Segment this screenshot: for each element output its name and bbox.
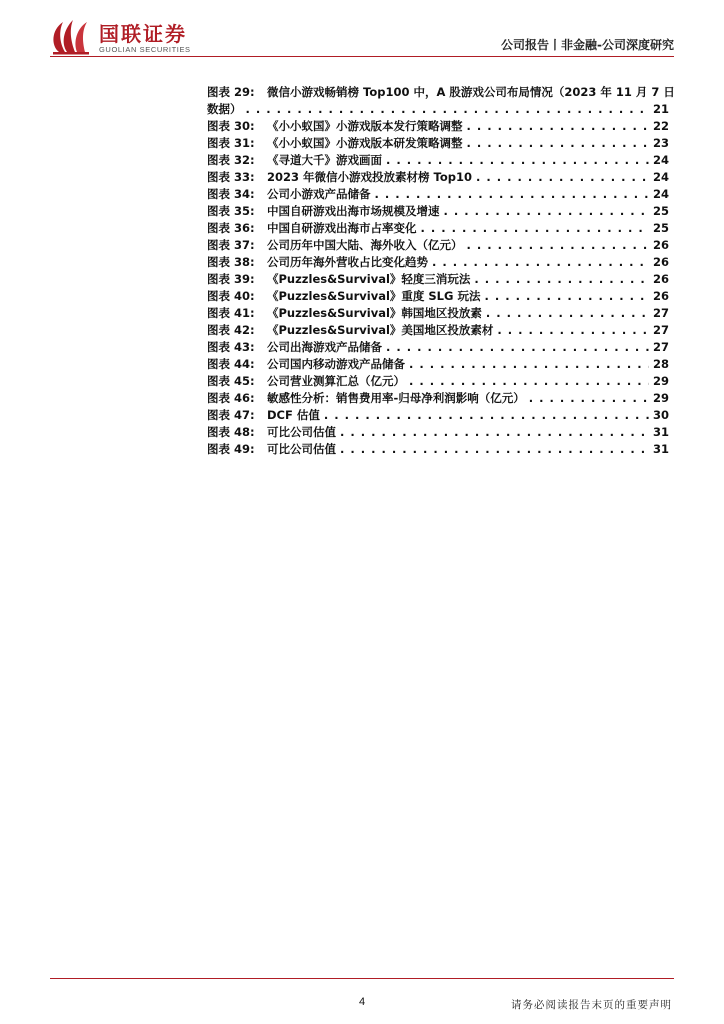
toc-leader-dots: [467, 118, 649, 135]
toc-entry[interactable]: [207, 356, 669, 373]
figure-index-list: [207, 84, 675, 458]
toc-title-continued: 数据）: [207, 102, 242, 116]
toc-page-number: 26: [652, 289, 669, 303]
toc-leader-dots: [529, 390, 649, 407]
toc-entry[interactable]: [207, 84, 675, 118]
toc-label: 图表 30:: [207, 119, 255, 133]
toc-title: 公司营业测算汇总（亿元）: [267, 374, 405, 388]
toc-title: 《小小蚁国》小游戏版本发行策略调整: [267, 119, 463, 133]
toc-page-number: 27: [652, 340, 669, 354]
toc-title: 《Puzzles&Survival》轻度三消玩法: [267, 272, 471, 286]
toc-page-number: 31: [652, 425, 669, 439]
toc-label: 图表 43:: [207, 340, 255, 354]
toc-label: 图表 45:: [207, 374, 255, 388]
toc-label: 图表 33:: [207, 170, 255, 184]
toc-entry[interactable]: [207, 186, 669, 203]
toc-leader-dots: [386, 339, 649, 356]
toc-entry[interactable]: [207, 288, 669, 305]
toc-label: 图表 31:: [207, 136, 255, 150]
toc-title: 公司小游戏产品储备: [267, 187, 371, 201]
toc-leader-dots: [467, 135, 649, 152]
toc-label: 图表 47:: [207, 408, 255, 422]
toc-page-number: 28: [652, 357, 669, 371]
toc-leader-dots: [386, 152, 649, 169]
toc-entry[interactable]: [207, 424, 669, 441]
toc-title: 《小小蚁国》小游戏版本研发策略调整: [267, 136, 463, 150]
toc-label: 图表 36:: [207, 221, 255, 235]
toc-title: 公司国内移动游戏产品储备: [267, 357, 405, 371]
toc-title: 敏感性分析：销售费用率-归母净利润影响（亿元）: [267, 391, 525, 405]
toc-label: 图表 49:: [207, 442, 255, 456]
toc-label: 图表 34:: [207, 187, 255, 201]
logo-emblem-icon: [49, 16, 93, 56]
toc-label: 图表 44:: [207, 357, 255, 371]
toc-leader-dots: [432, 254, 649, 271]
toc-entry[interactable]: [207, 305, 669, 322]
toc-page-number: 29: [652, 374, 669, 388]
toc-entry[interactable]: [207, 203, 669, 220]
toc-leader-dots: [340, 424, 649, 441]
toc-leader-dots: [497, 322, 649, 339]
toc-title: 2023 年微信小游戏投放素材榜 Top10: [267, 170, 472, 184]
toc-leader-dots: [484, 288, 649, 305]
toc-entry[interactable]: [207, 152, 669, 169]
toc-page-number: 27: [652, 323, 669, 337]
toc-page-number: 26: [652, 272, 669, 286]
toc-title: 可比公司估值: [267, 442, 336, 456]
toc-leader-dots: [467, 237, 649, 254]
header-divider: [50, 56, 674, 57]
toc-entry[interactable]: [207, 407, 669, 424]
toc-title: 中国自研游戏出海市占率变化: [267, 221, 417, 235]
toc-entry[interactable]: [207, 322, 669, 339]
toc-label: 图表 48:: [207, 425, 255, 439]
toc-entry[interactable]: [207, 441, 669, 458]
toc-leader-dots: [476, 169, 649, 186]
toc-label: 图表 37:: [207, 238, 255, 252]
company-logo: [49, 12, 249, 60]
toc-leader-dots: [375, 186, 649, 203]
toc-leader-dots: [444, 203, 649, 220]
report-type: 公司报告丨非金融-公司深度研究: [501, 38, 674, 52]
toc-page-number: 25: [652, 221, 669, 235]
toc-leader-dots: [486, 305, 649, 322]
disclaimer-note: 请务必阅读报告末页的重要声明: [511, 999, 672, 1011]
toc-leader-dots: [324, 407, 649, 424]
toc-page-number: 24: [652, 170, 669, 184]
page-header: [0, 0, 724, 62]
toc-title: 中国自研游戏出海市场规模及增速: [267, 204, 440, 218]
toc-title: 可比公司估值: [267, 425, 336, 439]
toc-title: 公司历年中国大陆、海外收入（亿元）: [267, 238, 463, 252]
toc-title: 《Puzzles&Survival》美国地区投放素材: [267, 323, 494, 337]
toc-entry[interactable]: [207, 118, 669, 135]
toc-title: DCF 估值: [267, 408, 320, 422]
toc-page-number: 24: [652, 187, 669, 201]
toc-page-number: 24: [652, 153, 669, 167]
toc-leader-dots: [474, 271, 649, 288]
toc-label: 图表 38:: [207, 255, 255, 269]
toc-title: 公司历年海外营收占比变化趋势: [267, 255, 428, 269]
page-number: 4: [358, 996, 366, 1008]
toc-page-number: 26: [652, 238, 669, 252]
toc-label: 图表 35:: [207, 204, 255, 218]
toc-entry[interactable]: [207, 271, 669, 288]
toc-entry[interactable]: [207, 237, 669, 254]
toc-title: 《Puzzles&Survival》韩国地区投放素: [267, 306, 482, 320]
logo-chinese-text: 国联证券: [99, 22, 187, 46]
toc-page-number: 23: [652, 136, 669, 150]
logo-english-text: GUOLIAN SECURITIES: [99, 45, 191, 54]
toc-page-number: 21: [652, 102, 669, 116]
toc-label: 图表 40:: [207, 289, 255, 303]
toc-label: 图表 39:: [207, 272, 255, 286]
toc-page-number: 26: [652, 255, 669, 269]
toc-title: 公司出海游戏产品储备: [267, 340, 382, 354]
toc-entry[interactable]: [207, 135, 669, 152]
toc-leader-dots: [340, 441, 649, 458]
toc-title: 微信小游戏畅销榜 Top100 中，A 股游戏公司布局情况（2023 年 11 月 7 日: [267, 85, 675, 99]
toc-entry[interactable]: [207, 220, 669, 237]
toc-title: 《寻道大千》游戏画面: [267, 153, 382, 167]
toc-entry[interactable]: [207, 373, 669, 390]
toc-leader-dots: [246, 101, 649, 118]
toc-leader-dots: [409, 373, 649, 390]
toc-label: 图表 46:: [207, 391, 255, 405]
toc-label: 图表 29:: [207, 85, 255, 99]
toc-label: 图表 42:: [207, 323, 255, 337]
toc-page-number: 30: [652, 408, 669, 422]
toc-leader-dots: [421, 220, 649, 237]
toc-page-number: 25: [652, 204, 669, 218]
toc-title: 《Puzzles&Survival》重度 SLG 玩法: [267, 289, 481, 303]
toc-label: 图表 41:: [207, 306, 255, 320]
toc-label: 图表 32:: [207, 153, 255, 167]
toc-entry[interactable]: [207, 169, 669, 186]
toc-page-number: 29: [652, 391, 669, 405]
toc-entry[interactable]: [207, 254, 669, 271]
toc-page-number: 22: [652, 119, 669, 133]
toc-leader-dots: [409, 356, 649, 373]
toc-page-number: 27: [652, 306, 669, 320]
toc-entry[interactable]: [207, 390, 669, 407]
toc-entry[interactable]: [207, 339, 669, 356]
toc-page-number: 31: [652, 442, 669, 456]
footer-divider: [50, 978, 674, 979]
